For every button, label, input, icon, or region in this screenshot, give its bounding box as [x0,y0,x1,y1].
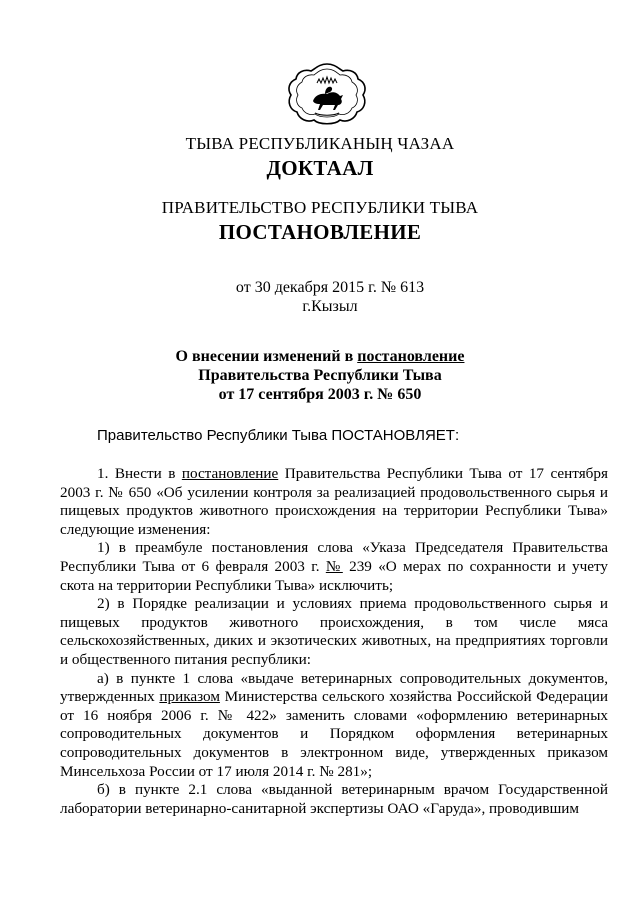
paragraph-1-2-b: б) в пункте 2.1 слова «выданной ветеринарным врачом Государственной лаборатории ветеринарно-санитарной экспертизы ОАО «Гаруда», проводившим [60,781,608,817]
title-line-1: О внесении изменений в постановление [175,348,465,365]
document-city: г.Кызыл [302,298,358,315]
title-line-3: от 17 сентября 2003 г. № 650 [218,386,422,403]
tyva-emblem-icon [285,61,369,127]
paragraph-1-2: 2) в Порядке реализации и условиях приема продовольственного сырья и пищевых продуктов животного происхождения, в том числе мяса сельскохозяйственных, диких и экзотических животных, на предприятиях торговли и общественного питания республики: [60,595,608,668]
document-date: от 30 декабря 2015 г. № 613 [235,279,425,296]
link-prikazom[interactable]: приказом [159,688,220,706]
paragraph-1-1: 1) в преамбуле постановления слова «Указа Председателя Правительства Республики Тыва от 6 февраля 2003 г. № 239 «О мерах по сохранности и учету скота на территории Республики Тыва» исключить; [60,539,608,594]
document-title [0,347,640,404]
header-doktaal: ДОКТААЛ [266,156,374,180]
preamble: Правительство Республики Тыва ПОСТАНОВЛЯЕТ: [97,427,460,444]
header-government: ПРАВИТЕЛЬСТВО РЕСПУБЛИКИ ТЫВА [161,198,479,217]
paragraph-1: 1. Внести в постановление Правительства Республики Тыва от 17 сентября 2003 г. № 650 «Об усилении контроля за реализацией продовольственного сырья и пищевых продуктов животного происхождения на территории Республики Тыва» следующие изменения: [60,465,608,538]
link-postanovlenie[interactable]: постановление [181,465,279,482]
header-document-type: ПОСТАНОВЛЕНИЕ [218,220,422,244]
link-number-239[interactable]: № [325,557,343,575]
header-tyva-government: ТЫВА РЕСПУБЛИКАНЫҢ ЧАЗАА [185,134,455,153]
document-body [60,465,608,818]
title-line-2: Правительства Республики Тыва [198,367,442,384]
paragraph-1-2-a: а) в пункте 1 слова «выдаче ветеринарных сопроводительных документов, утвержденных приказом Министерства сельского хозяйства Российской Федерации от 16 ноября 2006 г. № 422» заменить словами «оформлению ветеринарных сопроводительных документов и Порядком оформления ветеринарных сопроводительных документов в электронном виде, утвержденных приказом Минсельхоза России от 17 июля 2014 г. № 281»; [60,669,608,780]
title-link-postanovlenie[interactable]: постановление [357,348,465,365]
